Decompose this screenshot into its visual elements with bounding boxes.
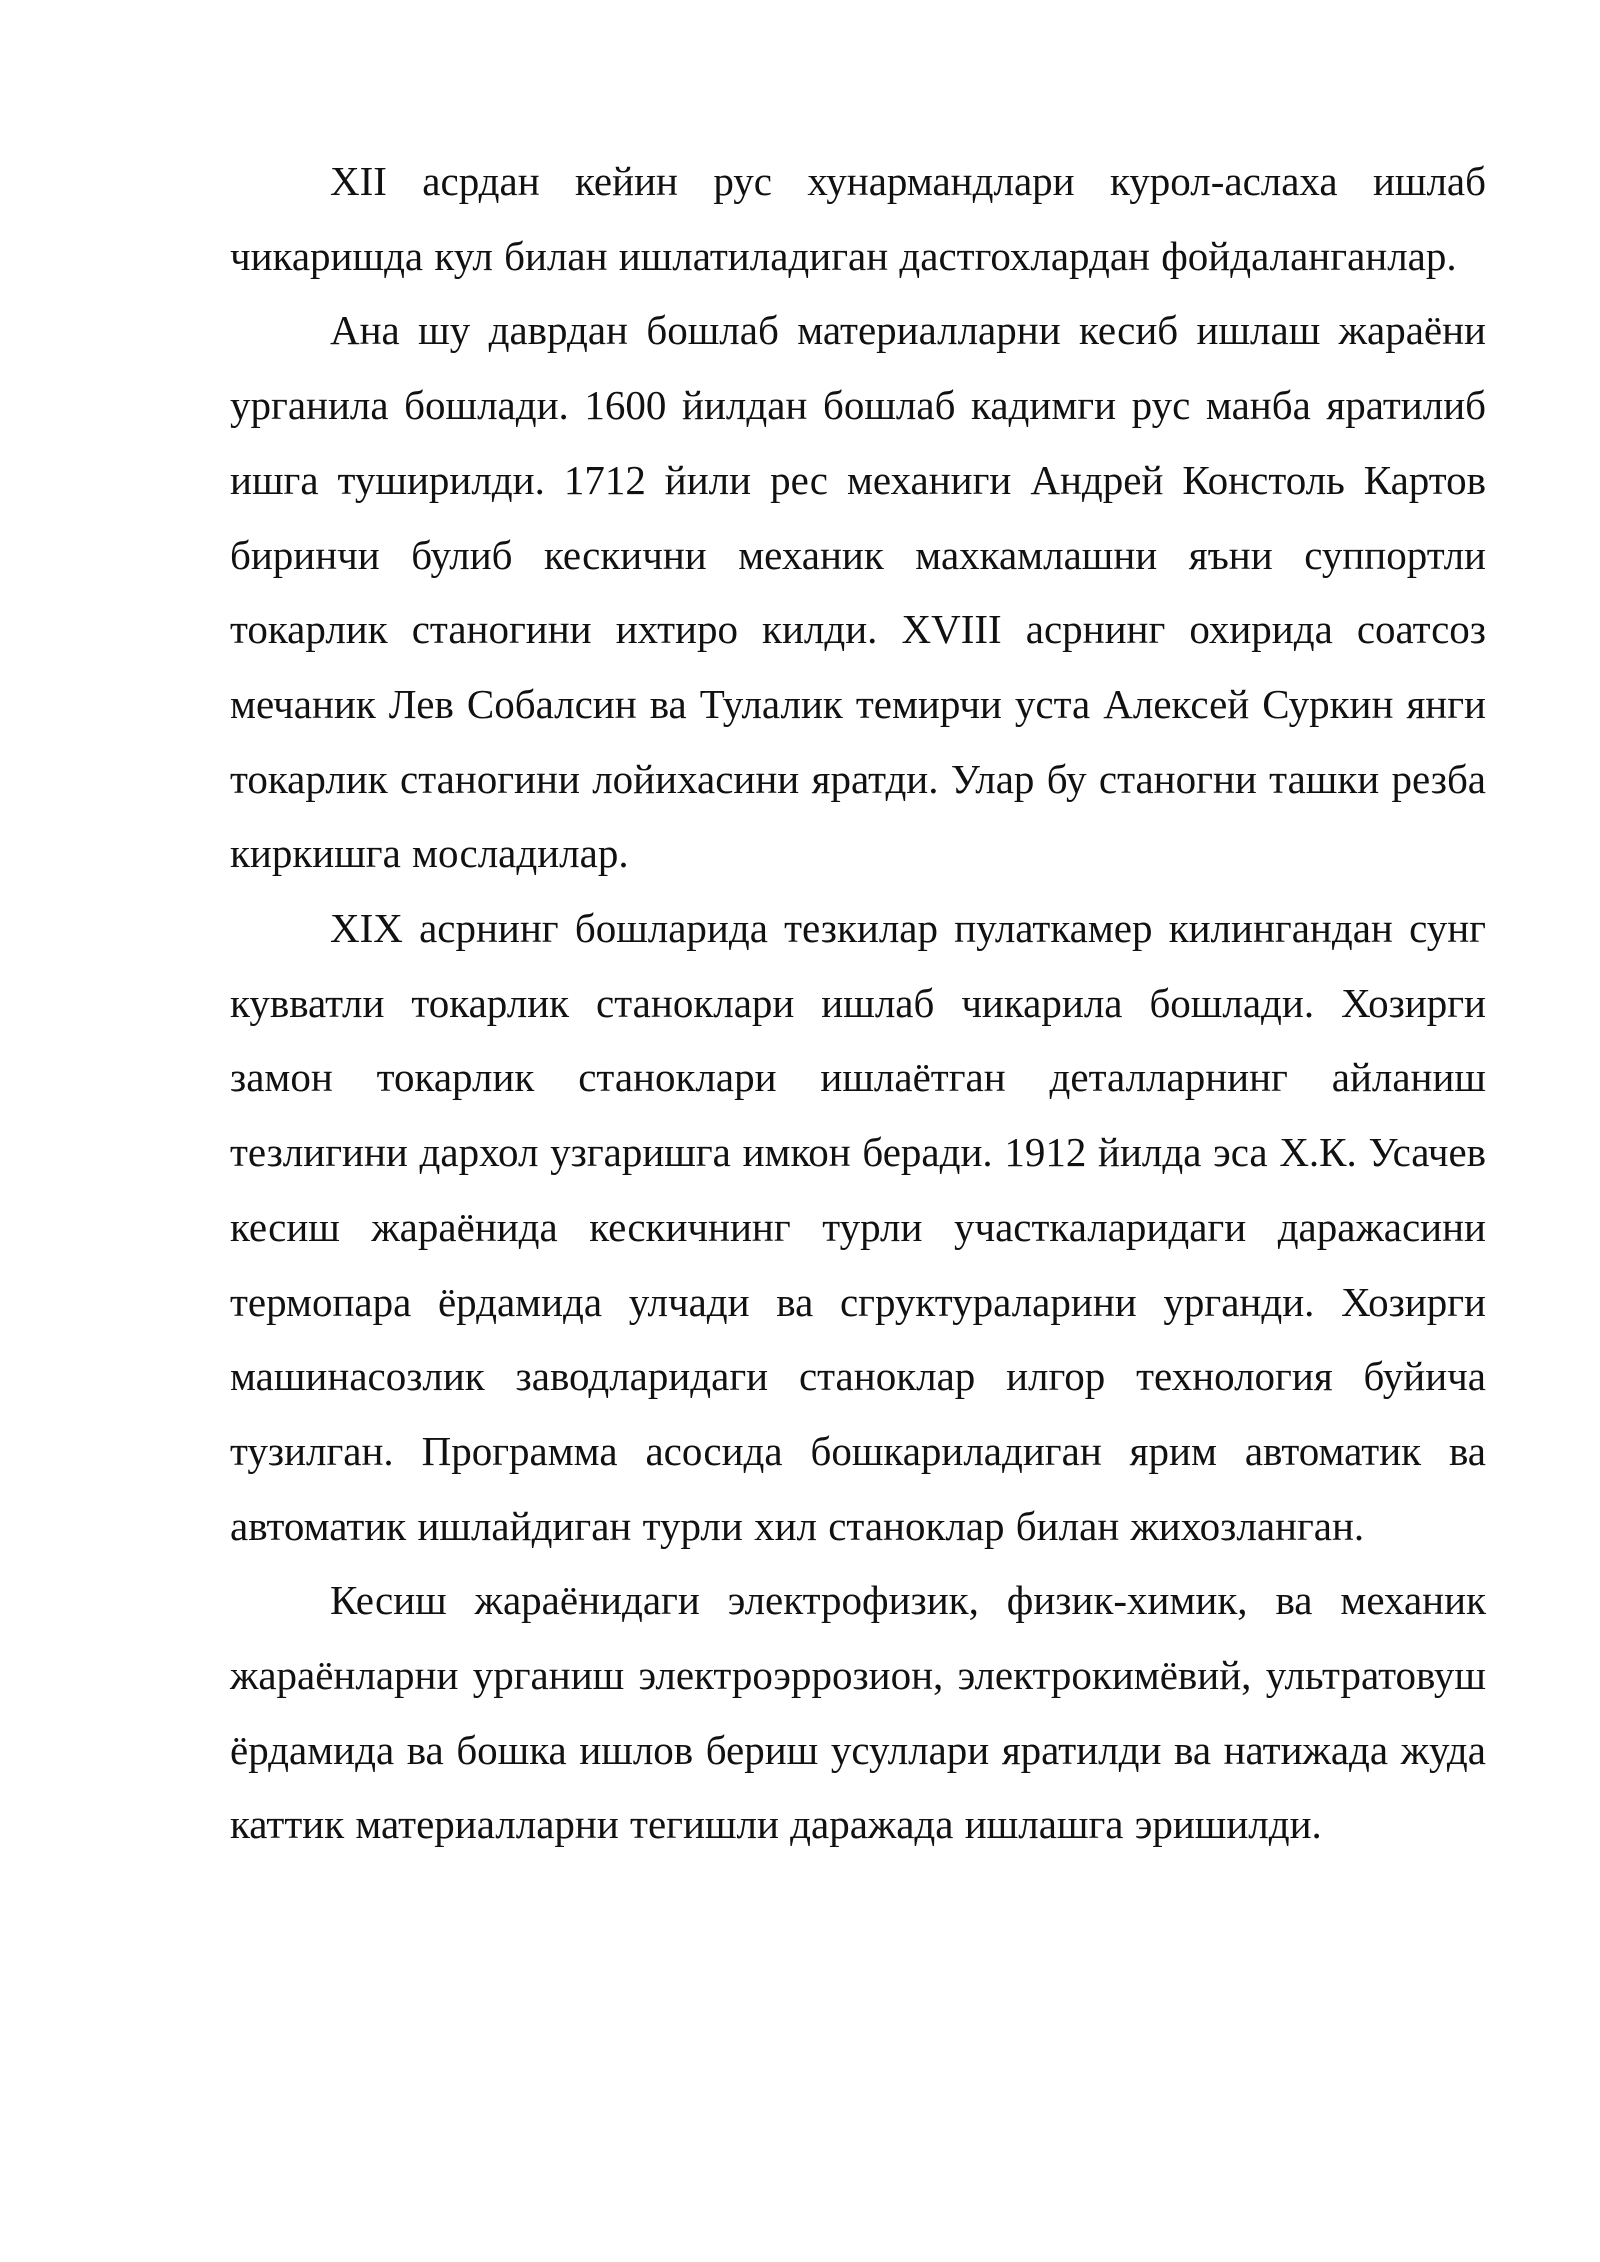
paragraph-2: Ана шу даврдан бошлаб материалларни кесиб ишлаш жараёни урганила бошлади. 1600 йилдан бошлаб кадимги рус манба яратилиб ишга туширилди. 1712 йили рес механиги Андрей Констоль Картов биринчи булиб кескични механик махкамлашни яъни суппортли токарлик станогини ихтиро килди. XVIII асрнинг охирида соатсоз мечаник Лев Собалсин ва Тулалик темирчи уста Алексей Суркин янги токарлик станогини лойихасини яратди. Улар бу станогни ташки резба киркишга мосладилар. [230, 307, 1486, 877]
body-text [230, 144, 1486, 1862]
paragraph-3: XIX асрнинг бошларида тезкилар пулаткамер килингандан сунг кувватли токарлик станоклари ишлаб чикарила бошлади. Хозирги замон токарлик станоклари ишлаётган деталларнинг айланиш тезлигини дархол узгаришга имкон беради. 1912 йилда эса Х.К. Усачев кесиш жараёнида кескичнинг турли участкаларидаги даражасини термопара ёрдамида улчади ва сгруктураларини урганди. Хозирги машинасозлик заводларидаги станоклар илгор технология буйича тузилган. Программа асосида бошкариладиган ярим автоматик ва автоматик ишлайдиган турли хил станоклар билан жихозланган. [230, 905, 1486, 1549]
paragraph-4: Кесиш жараёнидаги электрофизик, физик-химик, ва механик жараёнларни урганиш электроэррозион, электрокимёвий, ультратовуш ёрдамида ва бошка ишлов бериш усуллари яратилди ва натижада жуда каттик материалларни тегишли даражада ишлашга эришилди. [230, 1577, 1486, 1848]
paragraph-1: XII асрдан кейин рус хунармандлари курол-аслаха ишлаб чикаришда кул билан ишлатиладиган дастгохлардан фойдаланганлар. [230, 158, 1486, 279]
